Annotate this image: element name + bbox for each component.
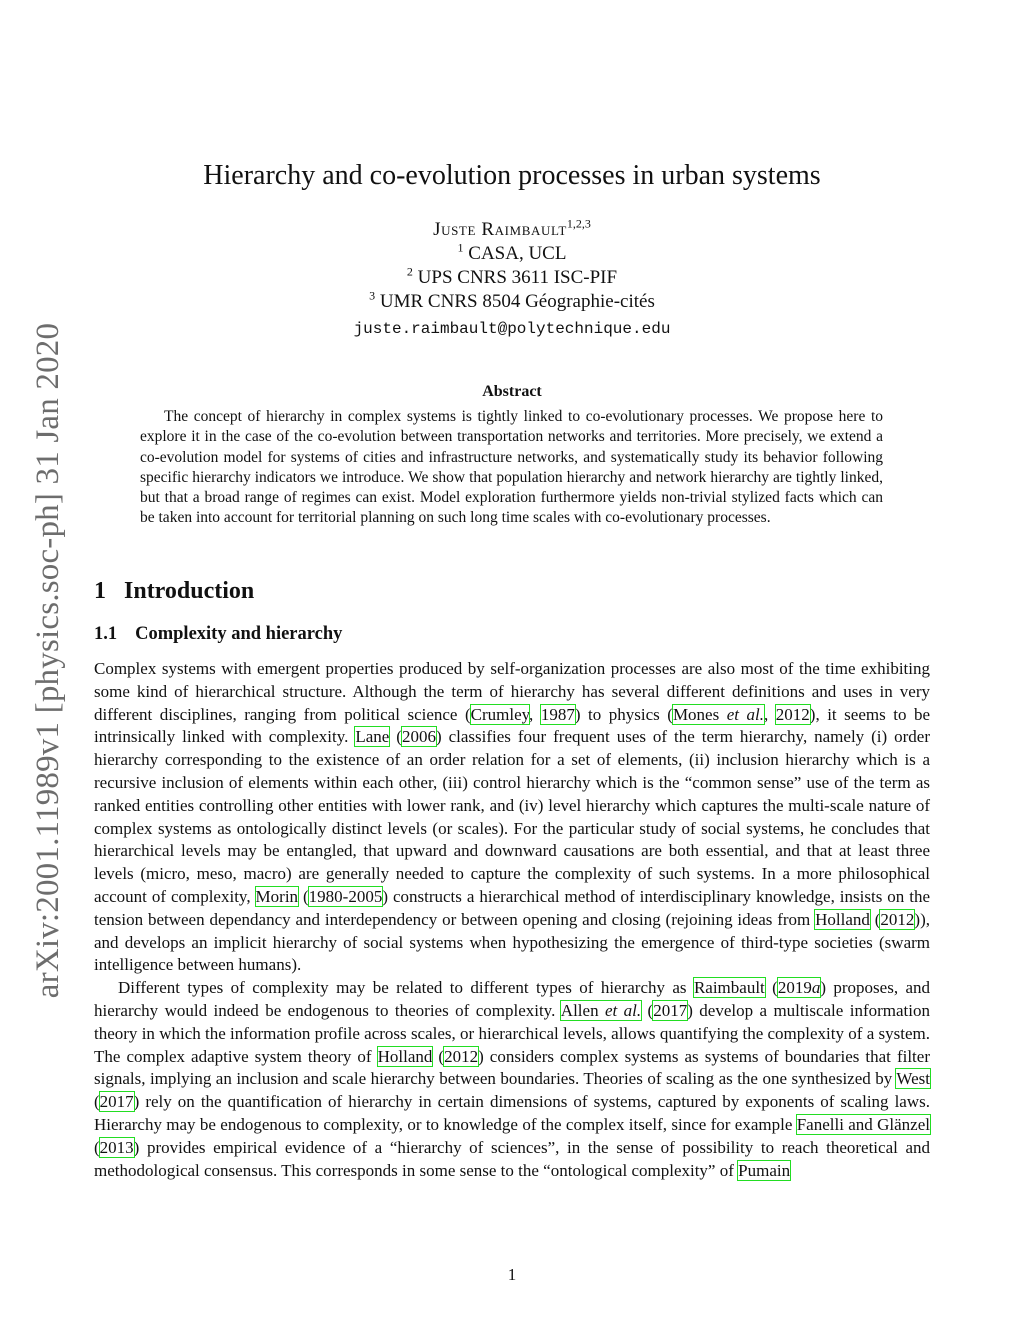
citation-year-link[interactable]: 1987 bbox=[540, 704, 575, 724]
citation-link[interactable]: Morin bbox=[255, 886, 299, 906]
subsection-title: Complexity and hierarchy bbox=[135, 624, 343, 644]
citation-year-link[interactable]: 2019a bbox=[777, 978, 821, 998]
body-text bbox=[94, 658, 930, 1182]
citation-link[interactable]: West bbox=[896, 1069, 930, 1089]
abstract-heading: Abstract bbox=[482, 383, 542, 400]
affiliation-2: $^2$ UPS CNRS 3611 ISC-PIF bbox=[406, 264, 618, 288]
affiliation-1: $^1$ CASA, UCL bbox=[457, 240, 567, 264]
citation-year-link[interactable]: 2012 bbox=[444, 1046, 479, 1066]
citation-link[interactable]: Lane bbox=[355, 727, 390, 747]
citation-year-link[interactable]: 2017 bbox=[99, 1092, 134, 1112]
paragraph-2: Different types of complexity may be related to different types of hierarchy as Raimbault (2019a) proposes, and hierarchy would indeed be endogenous to theories of complexity. Allen et al. (2017) develop a multiscale information theory in which the information profile across scales, or hierarchical levels, allows quantifying the complexity of a system. The complex adaptive system theory of Holland (2012) considers complex systems as systems of boundaries that filter signals, implying an inclusion and scale hierarchy between boundaries. Theories of scaling as the one synthesized by West (2017) rely on the quantification of hierarchy in certain dimensions of systems, captured by exponents of scaling laws. Hierarchy may be endogenous to complexity, or to knowledge of the complex itself, since for example Fanelli and Glänzel (2013) provides empirical evidence of a “hierarchy of sciences”, in the sense of possibility to reach theoretical and methodological consensus. This corresponds in some sense to the “ontological complexity” of Pumain bbox=[94, 978, 930, 1180]
section-title: Introduction bbox=[124, 578, 255, 604]
author-block bbox=[0, 218, 1024, 341]
paragraph-1: Complex systems with emergent properties produced by self-organization processes are also most of the time exhibiting some kind of hierarchical structure. Although the term of hierarchy has several different definitions and uses in very different disciplines, ranging from political science (Crumley, 1987) to physics (Mones et al., 2012), it seems to be intrinsically linked with complexity. Lane (2006) classifies four frequent uses of the term hierarchy, namely (i) order hierarchy corresponding to the existence of an order relation for a set of elements, (ii) inclusion hierarchy which is a recursive inclusion of elements within each other, (iii) control hierarchy which is the “common sense” use of the term as ranked entities controlling other entities with lower rank, and (iv) level hierarchy which captures the multi-scale nature of complex systems as ontologically distinct levels (or scales). For the particular study of social systems, he concludes that hierarchical levels may be entangled, that upward and downward causations are both essential, and that at least three levels (micro, meso, macro) are generally needed to capture the complexity of such systems. In a more philosophical account of complexity, Morin (1980-2005) constructs a hierarchical method of interdisciplinary knowledge, insists on the tension between dependancy and interdependency or between opening and closing (rejoining ideas from Holland (2012)), and develops an implicit hierarchy of social systems when hypothesizing the emergence of third-type societies (swarm intelligence between humans). bbox=[94, 659, 931, 975]
subsection-number: 1.1 bbox=[94, 624, 118, 644]
section-heading bbox=[94, 578, 254, 605]
citation-link[interactable]: Holland bbox=[815, 909, 870, 929]
affiliation-3: $^3$ UMR CNRS 8504 Géographie-cités bbox=[369, 288, 655, 312]
citation-link[interactable]: Mones et al. bbox=[672, 704, 764, 724]
citation-link[interactable]: Pumain bbox=[738, 1160, 791, 1180]
citation-link[interactable]: Holland bbox=[377, 1046, 433, 1066]
page-number: 1 bbox=[507, 1265, 517, 1284]
citation-link[interactable]: Allen et al. bbox=[560, 1000, 642, 1020]
arxiv-identifier-stamp bbox=[28, 320, 70, 1000]
subsection-heading bbox=[94, 624, 342, 645]
citation-year-link[interactable]: 2006 bbox=[401, 727, 436, 747]
citation-year-link[interactable]: 2012 bbox=[775, 704, 810, 724]
author-name: Juste Raimbault bbox=[433, 219, 567, 240]
citation-year-link[interactable]: 1980-2005 bbox=[308, 886, 383, 906]
citation-year-link[interactable]: 2013 bbox=[99, 1137, 134, 1157]
paper-title: Hierarchy and co-evolution processes in urban systems bbox=[203, 160, 821, 191]
section-number: 1 bbox=[94, 578, 106, 604]
citation-link[interactable]: Crumley bbox=[470, 704, 530, 724]
citation-year-link[interactable]: 2012 bbox=[880, 909, 915, 929]
citation-year-link[interactable]: 2017 bbox=[653, 1000, 688, 1020]
author-affiliation-marks: 1,2,3 bbox=[566, 216, 591, 231]
citation-link[interactable]: Fanelli and Glänzel bbox=[796, 1114, 930, 1134]
author-line bbox=[0, 218, 1024, 242]
citation-link[interactable]: Raimbault bbox=[693, 978, 765, 998]
arxiv-identifier-text: arXiv:2001.11989v1 [physics.soc-ph] 31 Jan 2020 bbox=[30, 322, 67, 998]
abstract-text: The concept of hierarchy in complex systems is tightly linked to co-evolutionary processes. We propose here to explore it in the case of the co-evolution between transportation networks and territories. More precisely, we extend a co-evolution model for systems of cities and infrastructure networks, and systematically study its behavior following specific hierarchy indicators we introduce. We show that population hierarchy and network hierarchy are tightly linked, but that a broad range of regimes can exist. Model exploration furthermore yields non-trivial stylized facts which can be taken into account for territorial planning on such long time scales with co-evolutionary processes. bbox=[140, 408, 883, 527]
author-email[interactable]: juste.raimbault@polytechnique.edu bbox=[353, 320, 671, 338]
